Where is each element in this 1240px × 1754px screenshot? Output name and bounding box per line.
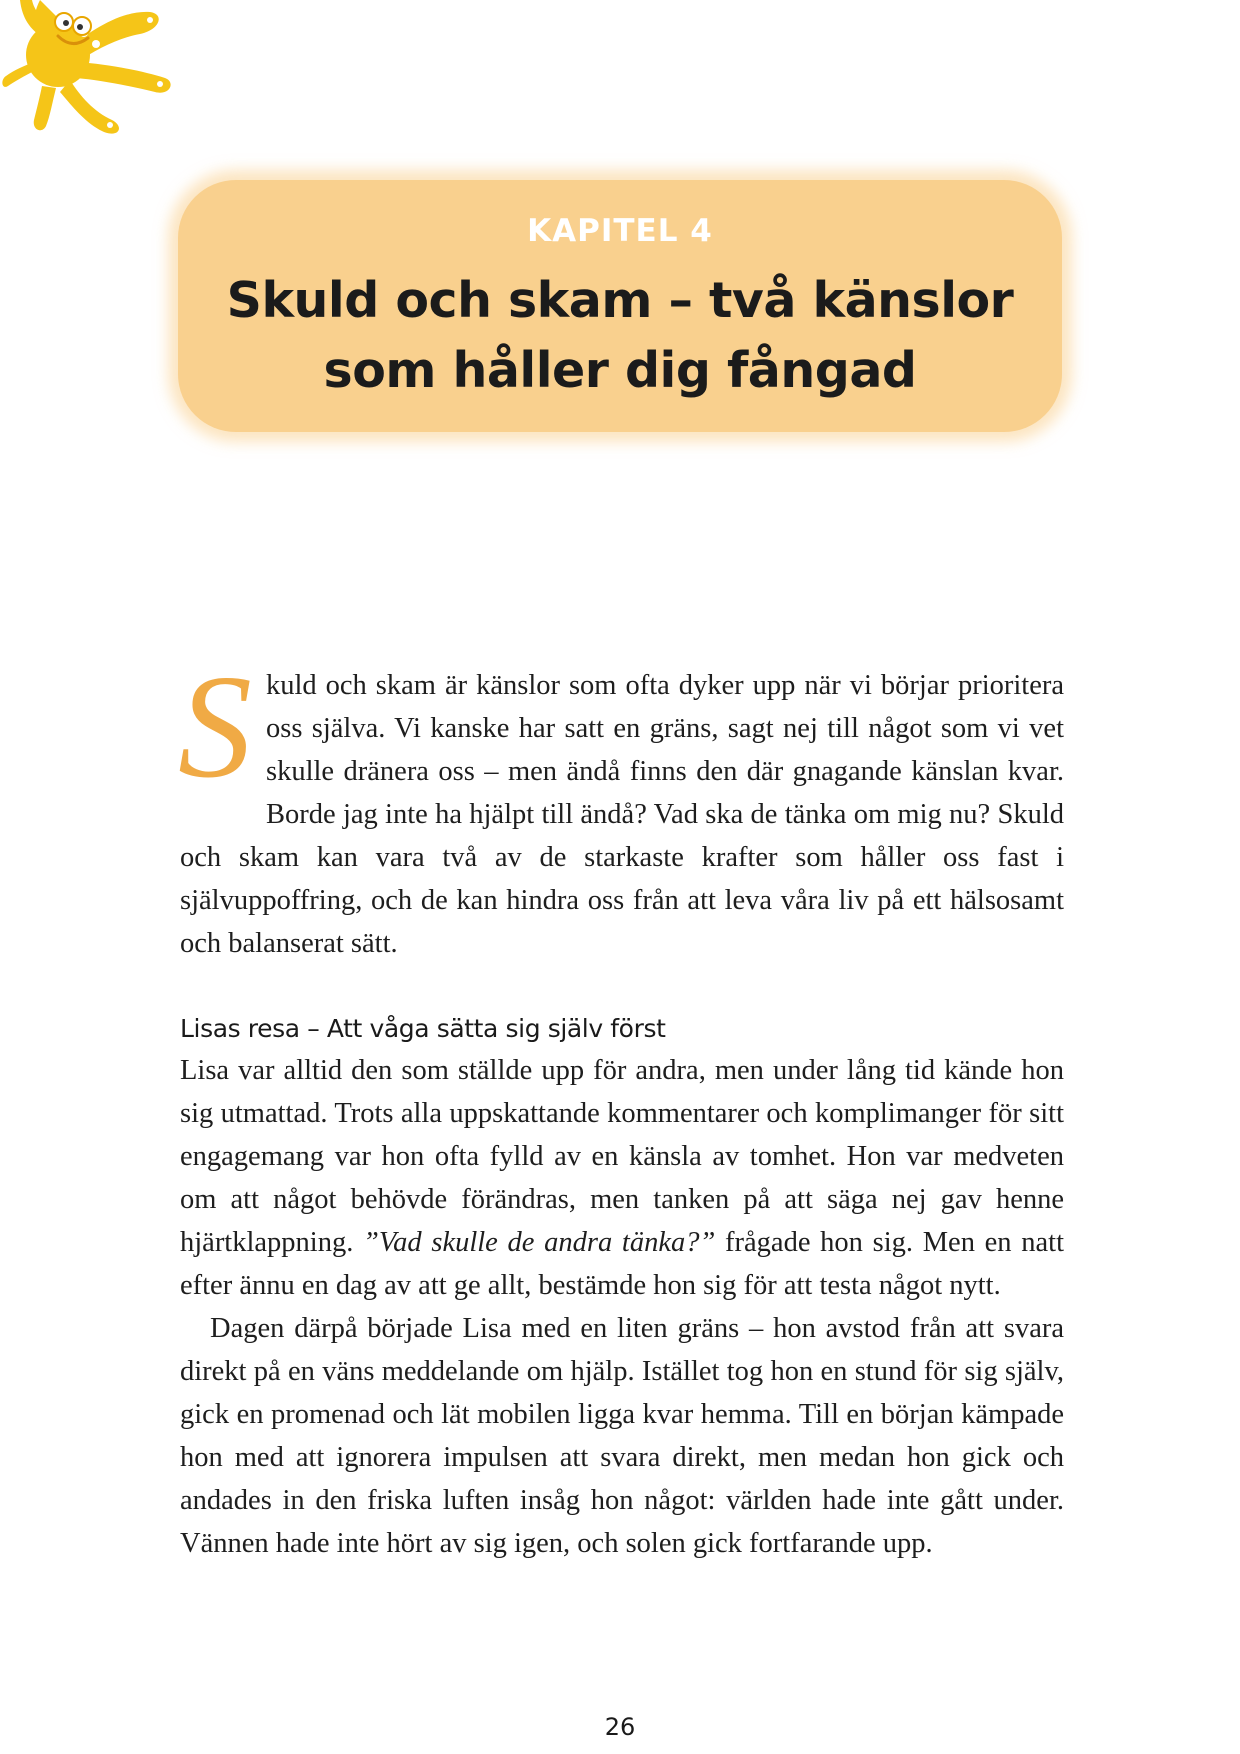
page-body [178, 645, 1064, 1565]
page-number: 26 [604, 1713, 636, 1741]
story-text-before-quote: Lisa var alltid den som ställde upp för andra, men under lång tid kände hon sig utmattad. Trots alla uppskattande kommentarer och komplimanger för sitt engagemang var hon ofta fylld av en känsla av tomhet. Hon var medveten om att något behövde förändras, men tanken på att säga nej gav henne hjärtklappning. [180, 1055, 1064, 1258]
chapter-heading-box [178, 180, 1062, 432]
story-paragraph-2: Dagen därpå började Lisa med en liten gräns – hon avstod från att svara direkt på en väns meddelande om hjälp. Istället tog hon en stund för sig själv, gick en promenad och lät mobilen ligga kvar hemma. Till en början kämpade hon med att ignorera impulsen att svara direkt, men medan hon gick och andades in den friska luften insåg hon något: världen hade inte gått under. Vännen hade inte hört av sig igen, och solen gick fortfarande upp. [180, 1313, 1064, 1559]
smiling-sun-icon [0, 0, 175, 135]
story-paragraph-1 [180, 1049, 1064, 1307]
intro-paragraph [178, 645, 1064, 965]
drop-cap: S [178, 645, 252, 809]
chapter-title: Skuld och skam – två känslor som håller dig fångad [226, 272, 1014, 399]
intro-text: kuld och skam är känslor som ofta dyker upp när vi börjar prioritera oss själva. Vi kanske har satt en gräns, sagt nej till något som vi vet skulle dränera oss – men ändå finns den där gnagande känslan kvar. Borde jag inte ha hjälpt till ändå? Vad ska de tänka om mig nu? Skuld och skam kan vara två av de starkaste krafter som håller oss fast i självuppoffring, och de kan hindra oss från att leva våra liv på ett hälsosamt och balanserat sätt. [180, 670, 1064, 959]
story-quote: ”Vad skulle de andra tänka?” [363, 1227, 716, 1258]
section-heading: Lisas resa – Att våga sätta sig själv först [180, 1014, 666, 1043]
story-text-after-quote: frågade hon sig. Men en natt efter ännu en dag av att ge allt, bestämde hon sig för att testa något nytt. [180, 1227, 1064, 1301]
chapter-label: KAPITEL 4 [527, 213, 713, 249]
